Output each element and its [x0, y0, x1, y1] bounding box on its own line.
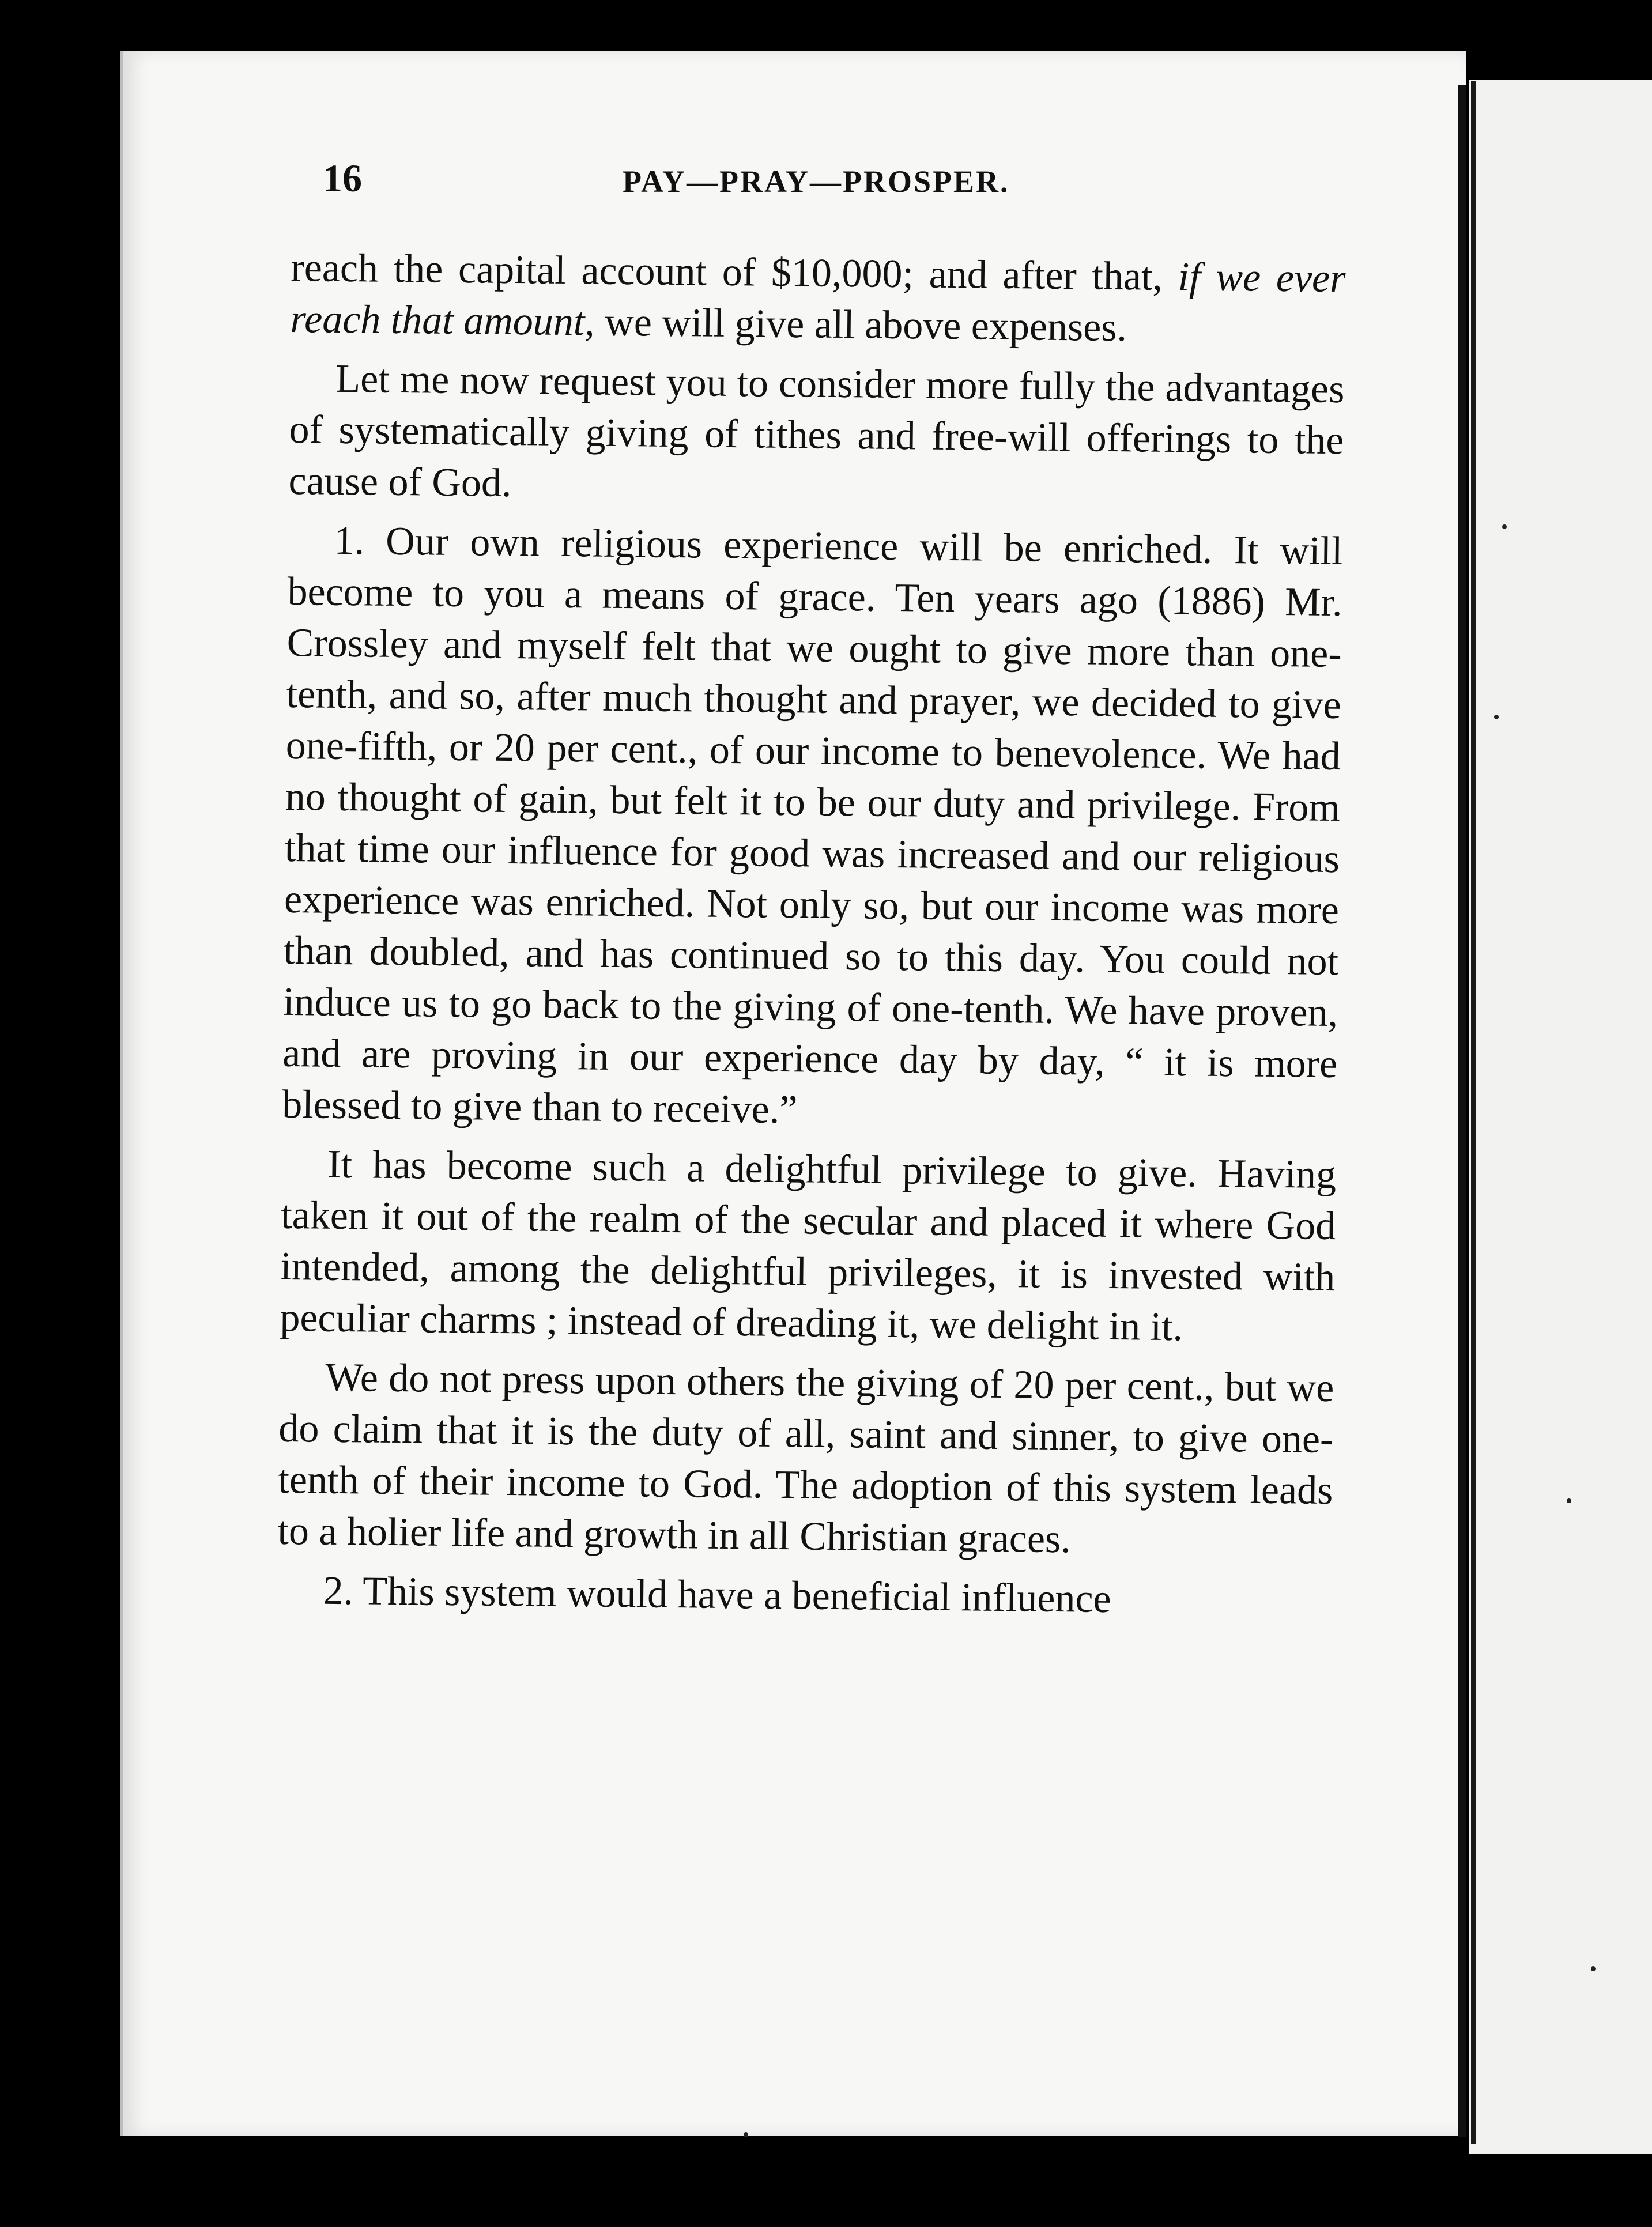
page-number: 16 [323, 156, 362, 200]
paragraph-continuation [290, 242, 1346, 356]
page-edge-shadow [1458, 85, 1466, 2137]
paragraph-4: It has become such a delightful privilege to give. Having taken it out of the realm of the secular and placed it where God intended, among the delightful privileges, it is invested with peculiar charms ; instead of dreading it, we delight in it. [280, 1142, 1337, 1350]
running-head [323, 156, 1349, 207]
scan-speck [1502, 524, 1507, 529]
header-title: PAY—PRAY—PROSPER. [623, 164, 1010, 199]
body-text [277, 242, 1346, 1635]
paragraph-3: 1. Our own religious experience will be enriched. It will become to you a means of grace. Ten years ago (1886) Mr. Crossley and myself felt that we ought to give more than one-tenth, and so, after much thought and prayer, we decided to give one-fifth, or 20 per cent., of our income to benevolence. We had no thought of gain, but felt it to be our duty and privilege. From that time our influence for good was increased and our religious experience was enriched. Not only so, but our income was more than doubled, and has continued so to this day. You could not induce us to go back to the giving of one-tenth. We have proven, and are proving in our experience day by day, “ it is more blessed to give than to receive.” [281, 518, 1343, 1133]
paragraph-1-end: we will give all above expenses. [594, 300, 1127, 350]
paragraph-1-start: reach the capital account of $10,000; and after that, [291, 245, 1179, 300]
scan-speck [1591, 1966, 1596, 1971]
facing-page-binding-line [1471, 81, 1476, 2144]
paragraph-6: 2. This system would have a beneficial influence [323, 1568, 1112, 1622]
paragraph-5: We do not press upon others the giving of 20 per cent., but we do claim that it is the duty of all, saint and sinner, to give one-tenth of their income to God. The adoption of this system leads to a holier life and growth in all Christian graces. [277, 1355, 1334, 1562]
scan-speck [744, 2132, 748, 2137]
scan-speck [1567, 1498, 1571, 1503]
scan-speck [1494, 715, 1499, 719]
paragraph-1-italic: if we ever reach that amount, [290, 255, 1346, 345]
paragraph-2: Let me now request you to consider more fully the advantages of systematically giving of tithes and free-will offerings to the cause of God. [288, 356, 1345, 506]
facing-page-edge [1469, 80, 1652, 2154]
